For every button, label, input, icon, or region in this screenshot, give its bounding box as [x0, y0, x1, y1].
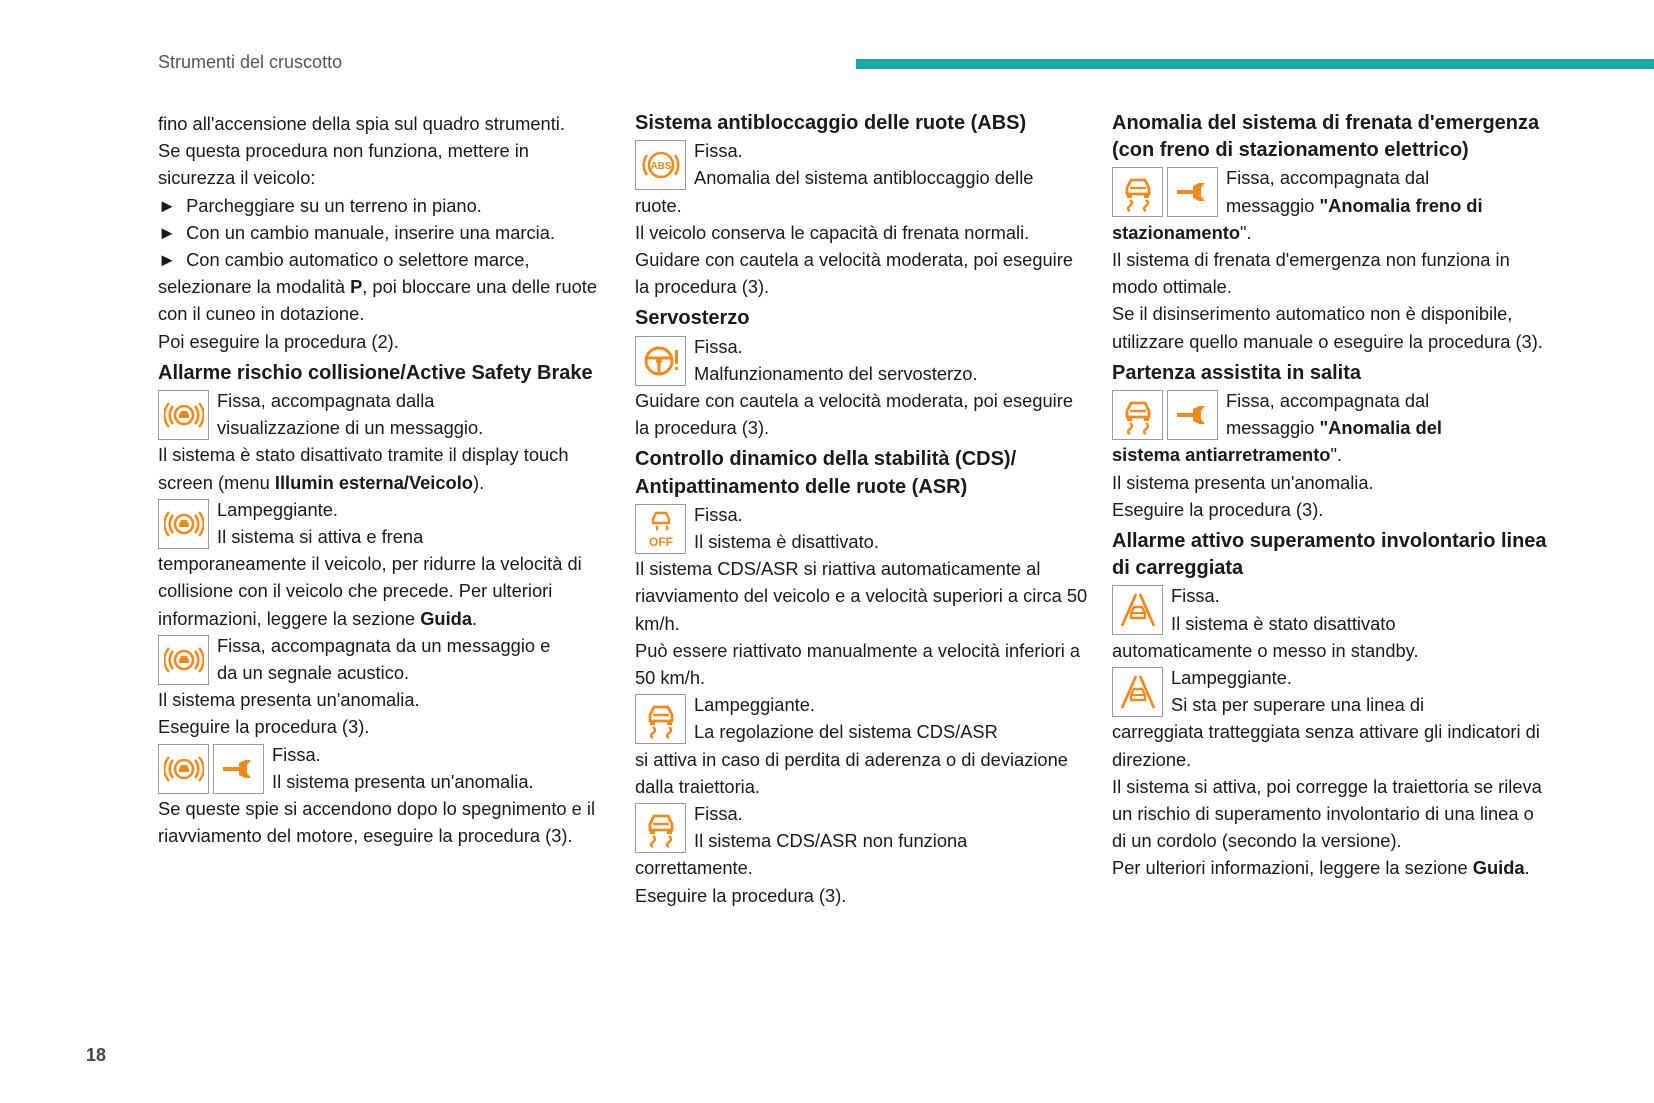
- bold-text: sistema antiarretramento: [1112, 444, 1331, 466]
- paragraph: Il sistema si attiva, poi corregge la traiettoria se rileva un rischio di superamento involontario di una linea o di un cordolo (secondo la versione).: [1112, 775, 1542, 852]
- indicator-entry: [635, 800, 1090, 854]
- indicator-state: Fissa, accompagnata da un messaggio e: [217, 634, 551, 656]
- abs-icon: [635, 140, 686, 190]
- indicator-state: Fissa.: [694, 140, 743, 162]
- paragraph: Eseguire la procedura (3).: [158, 716, 370, 738]
- bullet-arrow-icon: ►: [158, 194, 177, 216]
- bullet-text: , poi bloccare una delle ruote con il cuneo in dotazione.: [158, 276, 598, 325]
- paragraph: Il sistema presenta un'anomalia.: [158, 689, 420, 711]
- stability-control-icon: [1112, 390, 1163, 440]
- column-2: [635, 110, 1090, 909]
- bold-text: Guida: [1472, 857, 1525, 879]
- indicator-entry: [635, 137, 1090, 191]
- indicator-desc: Il sistema è disattivato.: [694, 531, 879, 553]
- paragraph: ruote.: [635, 194, 682, 216]
- section-heading: Allarme rischio collisione/Active Safety Brake: [158, 361, 593, 384]
- paragraph: Eseguire la procedura (3).: [635, 884, 847, 906]
- paragraph: carreggiata tratteggiata senza attivare gli indicatori di direzione.: [1112, 721, 1540, 770]
- indicator-state: Fissa, accompagnata dal: [1226, 167, 1430, 189]
- indicator-state: Lampeggiante.: [217, 498, 338, 520]
- indicator-desc: da un segnale acustico.: [217, 662, 410, 684]
- collision-warning-icon: [158, 635, 209, 685]
- stability-off-icon: [635, 504, 686, 554]
- indicator-desc: Il sistema si attiva e frena: [217, 526, 424, 548]
- bullet-arrow-icon: ►: [158, 221, 177, 243]
- paragraph: si attiva in caso di perdita di aderenza o di deviazione dalla traiettoria.: [635, 748, 1068, 797]
- section-heading: Allarme attivo superamento involontario linea di carreggiata: [1112, 530, 1547, 580]
- indicator-desc: visualizzazione di un messaggio.: [217, 417, 484, 439]
- wrench-icon: [1167, 167, 1218, 217]
- indicator-desc: Il sistema CDS/ASR non funziona: [694, 830, 968, 852]
- bullet-text: Parcheggiare su un terreno in piano.: [186, 194, 482, 216]
- indicator-state: Lampeggiante.: [694, 694, 815, 716]
- paragraph: Guidare con cautela a velocità moderata, poi eseguire la procedura (3).: [635, 390, 1074, 439]
- indicator-state: Fissa, accompagnata dalla: [217, 390, 435, 412]
- indicator-desc: Malfunzionamento del servosterzo.: [694, 362, 978, 384]
- page-number: 18: [86, 1045, 107, 1065]
- bold-text: stazionamento: [1112, 221, 1240, 243]
- section-heading: Controllo dinamico della stabilità (CDS)/ Antipattinamento delle ruote (ASR): [635, 448, 1017, 498]
- paragraph: Il sistema è stato disattivato tramite il display touch screen (menu Illumin esterna/Veicolo).: [158, 444, 569, 493]
- paragraph: Il sistema CDS/ASR si riattiva automaticamente al riavviamento del veicolo e a velocità superiori a circa 50 km/h.: [635, 558, 1088, 634]
- bold-text: P: [350, 276, 363, 298]
- indicator-desc: messaggio "Anomalia freno di: [1226, 194, 1483, 216]
- stability-control-icon: [635, 694, 686, 744]
- paragraph: Per ulteriori informazioni, leggere la sezione Guida.: [1112, 857, 1530, 879]
- indicator-state: Lampeggiante.: [1171, 667, 1292, 689]
- indicator-state: Fissa.: [694, 503, 743, 525]
- wrench-icon: [1167, 390, 1218, 440]
- indicator-entry: [1112, 164, 1552, 218]
- paragraph: Se queste spie si accendono dopo lo spegnimento e il riavviamento del motore, eseguire la procedura (3).: [158, 798, 596, 847]
- indicator-entry: [1112, 582, 1552, 636]
- collision-warning-icon: [158, 390, 209, 440]
- stability-control-icon: [635, 803, 686, 853]
- paragraph: Il sistema di frenata d'emergenza non funziona in modo ottimale.: [1112, 249, 1510, 298]
- section-heading: Servosterzo: [635, 307, 750, 330]
- indicator-entry: [158, 632, 608, 686]
- bullet-text: Con un cambio manuale, inserire una marcia.: [186, 221, 555, 243]
- indicator-desc: La regolazione del sistema CDS/ASR: [694, 721, 998, 743]
- indicator-entry: [158, 741, 608, 795]
- indicator-desc: Il sistema è stato disattivato: [1171, 612, 1396, 634]
- lane-departure-icon: [1112, 667, 1163, 717]
- paragraph: Guidare con cautela a velocità moderata, poi eseguire la procedura (3).: [635, 249, 1074, 298]
- indicator-entry: [635, 691, 1090, 745]
- header-title: Strumenti del cruscotto: [158, 52, 343, 72]
- column-3: [1112, 110, 1552, 882]
- indicator-desc: Anomalia del sistema antibloccaggio delle: [694, 167, 1034, 189]
- paragraph: Se questa procedura non funziona, mettere in sicurezza il veicolo:: [158, 140, 529, 189]
- header-accent-bar: [856, 59, 1654, 69]
- collision-warning-icon: [158, 744, 209, 794]
- section-heading: Anomalia del sistema di frenata d'emergenza (con freno di stazionamento elettrico): [1112, 112, 1540, 162]
- column-1: [158, 110, 608, 849]
- bold-text: "Anomalia del: [1319, 417, 1442, 439]
- indicator-entry: [635, 501, 1090, 555]
- wrench-icon: [213, 744, 264, 794]
- steering-wheel-icon: [635, 336, 686, 386]
- bullet-item: [158, 219, 608, 246]
- indicator-entry: [1112, 387, 1552, 441]
- indicator-entry: [158, 387, 608, 441]
- svg-text:OFF: OFF: [648, 534, 673, 549]
- indicator-entry: [158, 496, 608, 550]
- indicator-entry: [635, 333, 1090, 387]
- indicator-state: Fissa.: [694, 803, 743, 825]
- paragraph: correttamente.: [635, 857, 753, 879]
- indicator-desc: messaggio "Anomalia del: [1226, 417, 1442, 439]
- bullet-text: Con cambio automatico o selettore marce, selezionare la modalità: [158, 249, 530, 298]
- bullet-arrow-icon: ►: [158, 249, 177, 271]
- paragraph: Poi eseguire la procedura (2).: [158, 330, 399, 352]
- paragraph: sistema antiarretramento".: [1112, 444, 1343, 466]
- indicator-entry: [1112, 664, 1552, 718]
- bullet-item: [158, 246, 608, 328]
- indicator-state: Fissa, accompagnata dal: [1226, 390, 1430, 412]
- paragraph: fino all'accensione della spia sul quadro strumenti.: [158, 113, 565, 134]
- indicator-desc: Il sistema presenta un'anomalia.: [272, 770, 534, 792]
- stability-control-icon: [1112, 167, 1163, 217]
- collision-warning-icon: [158, 499, 209, 549]
- lane-departure-icon: [1112, 585, 1163, 635]
- bold-text: Illumin esterna/Veicolo: [274, 471, 473, 493]
- indicator-state: Fissa.: [272, 743, 321, 765]
- paragraph: temporaneamente il veicolo, per ridurre la velocità di collisione con il veicolo che precede. Per ulteriori informazioni, leggere la sezione Guida.: [158, 553, 582, 629]
- paragraph: stazionamento".: [1112, 221, 1252, 243]
- paragraph: Eseguire la procedura (3).: [1112, 498, 1324, 520]
- bullet-item: [158, 192, 608, 219]
- bold-text: Guida: [420, 607, 472, 629]
- paragraph: Se il disinserimento automatico non è disponibile, utilizzare quello manuale o eseguire la procedura (3).: [1112, 303, 1543, 352]
- paragraph: Può essere riattivato manualmente a velocità inferiori a 50 km/h.: [635, 639, 1081, 689]
- indicator-desc: Si sta per superare una linea di: [1171, 694, 1425, 716]
- indicator-state: Fissa.: [694, 335, 743, 357]
- paragraph: Il veicolo conserva le capacità di frenata normali.: [635, 221, 1030, 243]
- paragraph: Il sistema presenta un'anomalia.: [1112, 471, 1374, 493]
- section-heading: Sistema antibloccaggio delle ruote (ABS): [635, 112, 1027, 134]
- indicator-state: Fissa.: [1171, 585, 1220, 607]
- section-heading: Partenza assistita in salita: [1112, 361, 1362, 384]
- paragraph: automaticamente o messo in standby.: [1112, 639, 1419, 661]
- bold-text: "Anomalia freno di: [1319, 194, 1483, 216]
